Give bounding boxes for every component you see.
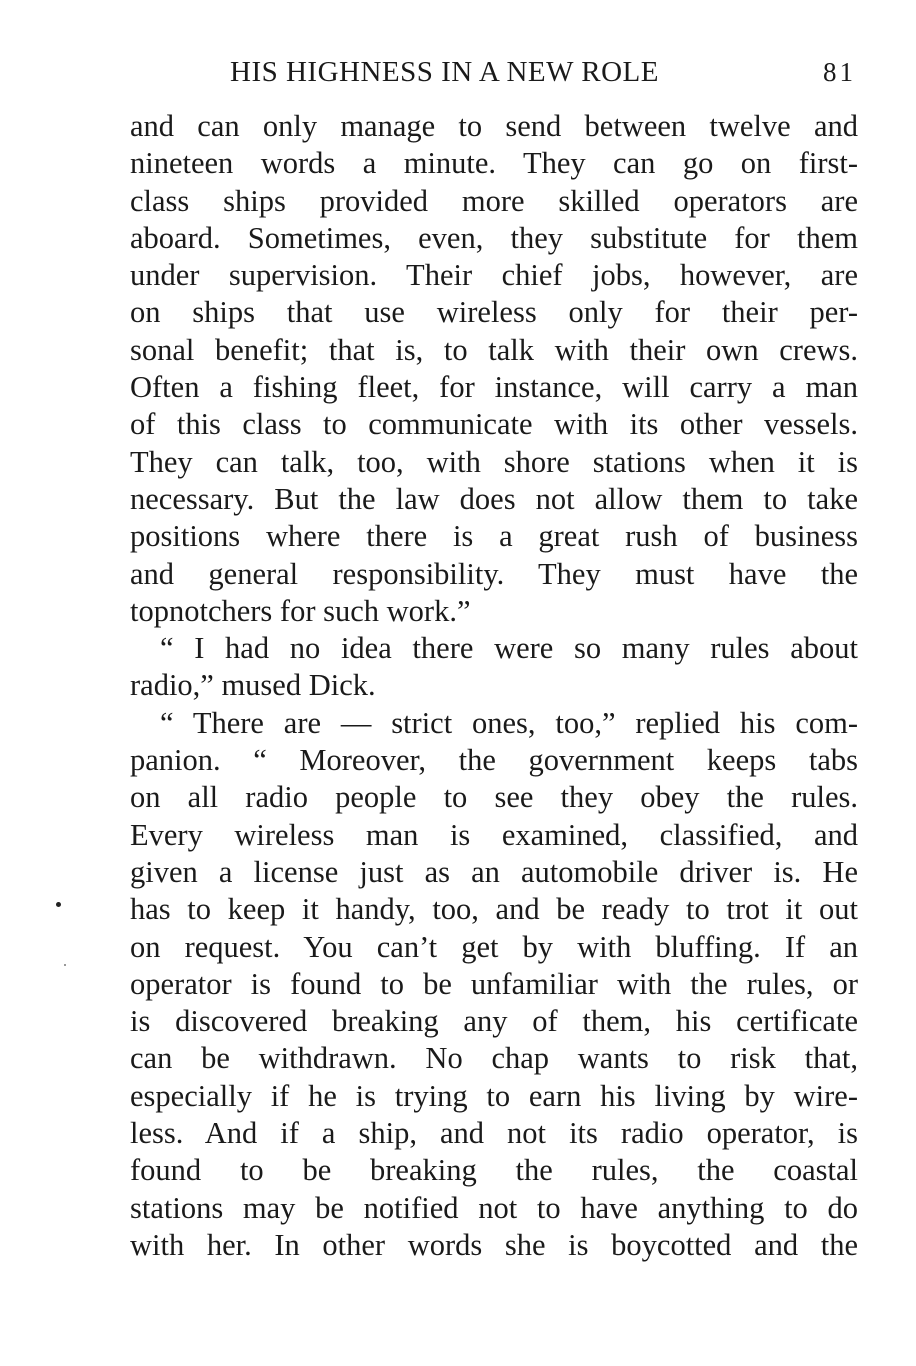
- text-line: They can talk, too, with shore stations when it is: [130, 444, 858, 479]
- text-line: class ships provided more skilled operators are: [130, 183, 858, 218]
- text-line: panion. “ Moreover, the government keeps tabs: [130, 743, 858, 778]
- text-line: radio,” mused Dick.: [130, 668, 376, 703]
- text-line: nineteen words a minute. They can go on first-: [130, 146, 858, 181]
- text-line: and can only manage to send between twelve and: [130, 109, 858, 143]
- text-line: and general responsibility. They must have the: [130, 556, 858, 591]
- stray-ink-mark: [64, 964, 66, 966]
- text-line: can be withdrawn. No chap wants to risk that,: [130, 1041, 858, 1076]
- page-number: 81: [823, 57, 856, 87]
- text-line: of this class to communicate with its other vessels.: [130, 407, 858, 442]
- text-line: found to be breaking the rules, the coastal: [130, 1153, 858, 1188]
- text-line: on request. You can’t get by with bluffing. If an: [130, 929, 858, 964]
- body-text: [130, 108, 858, 1264]
- running-head: [130, 52, 858, 92]
- text-line: is discovered breaking any of them, his certificate: [130, 1004, 858, 1039]
- text-line: under supervision. Their chief jobs, however, are: [130, 258, 858, 293]
- stray-ink-dot: [56, 902, 61, 907]
- text-line: necessary. But the law does not allow them to take: [130, 481, 858, 516]
- text-line: “ There are — strict ones, too,” replied his com-: [160, 705, 858, 740]
- text-line: with her. In other words she is boycotted and the: [130, 1227, 858, 1262]
- text-line: especially if he is trying to earn his living by wire-: [130, 1078, 858, 1113]
- text-line: on ships that use wireless only for their per-: [130, 295, 858, 330]
- text-line: Every wireless man is examined, classified, and: [130, 817, 858, 852]
- running-title: HIS HIGHNESS IN A NEW ROLE: [230, 56, 659, 88]
- text-line: stations may be notified not to have anything to do: [130, 1190, 858, 1225]
- text-line: aboard. Sometimes, even, they substitute for them: [130, 220, 858, 255]
- text-line: sonal benefit; that is, to talk with their own crews.: [130, 332, 858, 367]
- text-line: on all radio people to see they obey the rules.: [130, 780, 858, 815]
- text-line: less. And if a ship, and not its radio operator, is: [130, 1116, 858, 1151]
- text-line: Often a fishing fleet, for instance, will carry a man: [130, 370, 858, 405]
- text-line: has to keep it handy, too, and be ready to trot it out: [130, 892, 858, 927]
- text-line: “ I had no idea there were so many rules about: [160, 631, 858, 666]
- text-line: topnotchers for such work.”: [130, 593, 471, 628]
- text-line: operator is found to be unfamiliar with the rules, or: [130, 966, 858, 1001]
- text-line: positions where there is a great rush of business: [130, 519, 858, 554]
- text-line: given a license just as an automobile driver is. He: [130, 854, 858, 889]
